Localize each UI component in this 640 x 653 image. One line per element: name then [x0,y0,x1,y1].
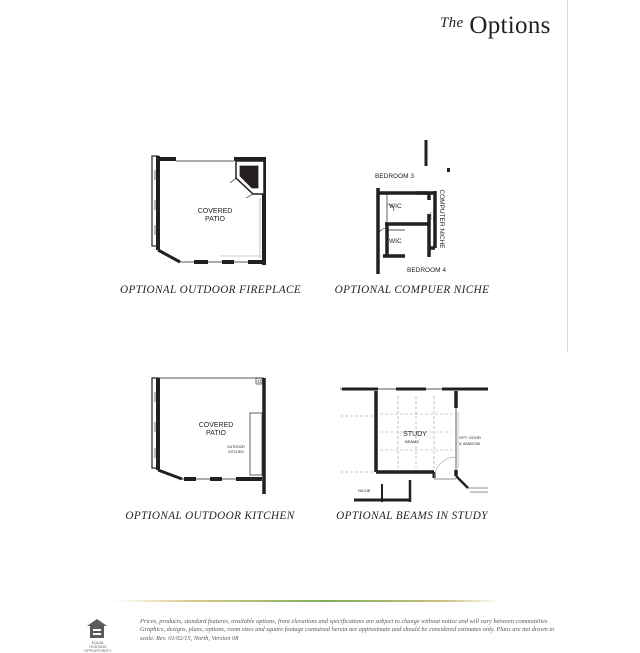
wic-label-1: WIC [389,203,402,210]
beams-label: BEAMS [404,439,420,444]
vertical-rule [567,0,568,352]
wic-label-2: WIC [389,238,402,245]
kitchen-label-1: OUTDOOR [227,445,245,449]
room-label-patio: PATIO [206,430,226,437]
study-label: STUDY [403,431,427,438]
footer-divider [112,600,500,602]
plan-outdoor-fireplace [140,150,280,280]
door-label-1: OPT. DOOR [459,435,482,440]
door-label-2: & WINDOW [459,441,481,446]
room-label-patio: PATIO [205,216,225,223]
title-text: Options [469,12,551,39]
page-title [440,12,551,40]
plan-computer-niche [365,136,465,280]
computer-niche-label: COMPUTER NICHE [438,189,445,249]
bedroom-3-label: BEDROOM 3 [375,173,415,180]
plan-beams-study [330,380,490,504]
niche-small-label-2: SPACE [432,210,436,222]
footer-disclaimer: Prices, products, standard features, available options, front elevations and specifications are subject to change without notice and will vary between communities. Graphics, designs, plans, options, room sizes and square footage contained herein are approximate and should be considered estimates only. Plans are not drawn to scale. Rev. 01/02/15, North, Version 08 [140,618,555,642]
room-label-covered: COVERED [197,208,233,215]
title-prefix: The [440,15,464,31]
room-label-covered: COVERED [198,422,234,429]
kitchen-label-2: KITCHEN [228,450,244,454]
caption-beams-study: OPTIONAL BEAMS IN STUDY [336,510,488,522]
caption-outdoor-fireplace: OPTIONAL OUTDOOR FIREPLACE [120,284,302,296]
niche-small-label-1: NIKE [428,212,432,220]
bedroom-4-label: BEDROOM 4 [407,267,447,274]
niche-label: NICHE [358,488,371,493]
caption-computer-niche: OPTIONAL COMPUER NICHE [334,284,490,296]
caption-outdoor-kitchen: OPTIONAL OUTDOOR KITCHEN [125,510,295,522]
equal-housing-logo-text: EQUAL HOUSING OPPORTUNITY [84,641,112,653]
plan-outdoor-kitchen [140,370,280,510]
